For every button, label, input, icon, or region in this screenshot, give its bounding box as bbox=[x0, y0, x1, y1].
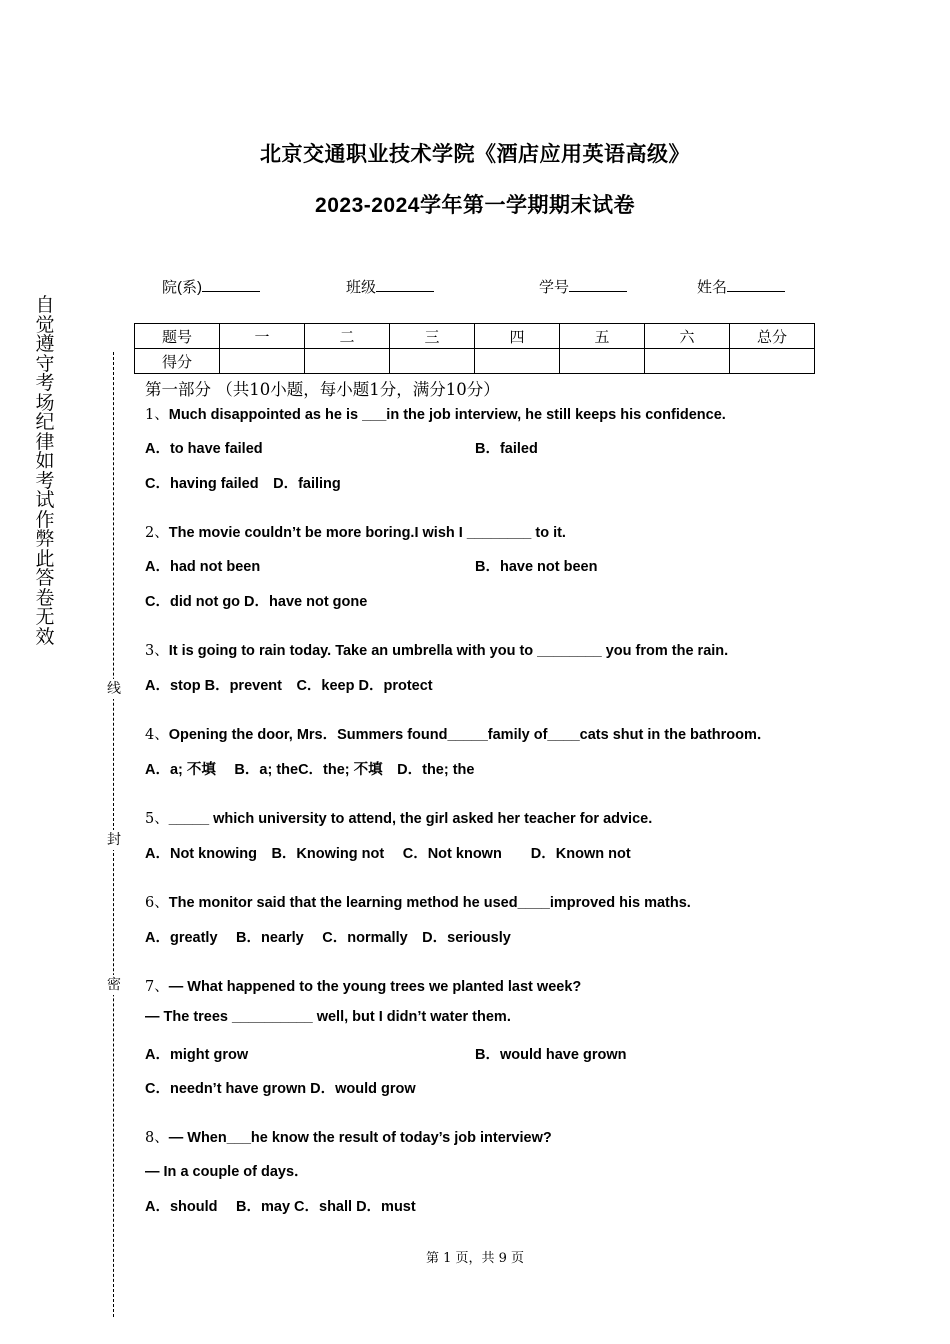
score-header-cell: 六 bbox=[645, 324, 730, 349]
exam-title-line1: 北京交通职业技术学院《酒店应用英语高级》 bbox=[260, 143, 690, 166]
info-college-label: 院(系) bbox=[162, 279, 202, 296]
name-blank[interactable] bbox=[727, 277, 785, 292]
info-student-id-label: 学号 bbox=[539, 279, 570, 296]
question-text: Opening the door, Mrs．Summers found_____family of____cats shut in the bathroom． bbox=[168, 727, 772, 743]
info-name bbox=[697, 276, 785, 297]
question-7 bbox=[145, 975, 581, 996]
exam-title-line2: 2023-2024学年第一学期期末试卷 bbox=[315, 194, 635, 217]
binding-mark-feng: 封 bbox=[104, 830, 124, 850]
score-cell[interactable] bbox=[560, 349, 645, 374]
page-footer: 第 1 页，共 9 页 bbox=[425, 1251, 525, 1266]
option-a: A．had not been bbox=[145, 559, 261, 575]
score-cell[interactable] bbox=[645, 349, 730, 374]
question-text: Much disappointed as he is ___in the job interview, he still keeps his confidence. bbox=[168, 407, 726, 423]
question-text: The monitor said that the learning method he used____improved his maths. bbox=[168, 895, 691, 911]
student-id-blank[interactable] bbox=[569, 277, 627, 292]
score-header-cell: 题号 bbox=[135, 324, 220, 349]
options-line: A．greatly B．nearly C．normally D．seriously bbox=[145, 930, 511, 946]
question-text: _____ which university to attend, the girl asked her teacher for advice. bbox=[168, 811, 653, 827]
score-header-cell: 二 bbox=[305, 324, 390, 349]
question-number: 8、 bbox=[145, 1130, 169, 1146]
score-header-cell: 一 bbox=[220, 324, 305, 349]
info-name-label: 姓名 bbox=[697, 279, 728, 296]
info-class bbox=[346, 276, 434, 297]
score-header-cell: 五 bbox=[560, 324, 645, 349]
question-number: 4、 bbox=[145, 727, 169, 743]
option-b: B．have not been bbox=[475, 559, 598, 575]
options-line: A．Not knowing B．Knowing not C．Not known D．Known not bbox=[145, 846, 631, 862]
score-cell[interactable] bbox=[730, 349, 815, 374]
section-title: 第一部分 （共10小题，每小题1分，满分10分） bbox=[145, 380, 500, 399]
question-1 bbox=[145, 403, 726, 424]
question-number: 7、 bbox=[145, 979, 169, 995]
vertical-warning-text: 自觉遵守考场纪律如考试作弊此答卷无效 bbox=[35, 294, 55, 648]
option-a: A．to have failed bbox=[145, 441, 263, 457]
question-6 bbox=[145, 891, 691, 912]
option-a: A．might grow bbox=[145, 1047, 249, 1063]
score-header-cell: 总分 bbox=[730, 324, 815, 349]
question-3 bbox=[145, 639, 728, 660]
college-blank[interactable] bbox=[202, 277, 260, 292]
question-number: 1、 bbox=[145, 407, 169, 423]
options-c-d: C．did not go D．have not gone bbox=[145, 594, 368, 610]
question-number: 2、 bbox=[145, 525, 169, 541]
question-reply: — In a couple of days． bbox=[145, 1164, 309, 1180]
class-blank[interactable] bbox=[376, 277, 434, 292]
score-table-score-row bbox=[135, 349, 815, 374]
score-table bbox=[134, 323, 815, 374]
binding-mark-mi: 密 bbox=[104, 975, 124, 995]
binding-mark-xian: 线 bbox=[104, 679, 124, 699]
question-8 bbox=[145, 1126, 552, 1147]
score-cell[interactable] bbox=[390, 349, 475, 374]
question-number: 3、 bbox=[145, 643, 169, 659]
info-student-id bbox=[539, 276, 627, 297]
info-class-label: 班级 bbox=[346, 279, 377, 296]
question-text: The movie couldn’t be more boring.I wish I ________ to it. bbox=[168, 525, 566, 541]
question-5 bbox=[145, 807, 652, 828]
score-header-cell: 四 bbox=[475, 324, 560, 349]
question-reply: — The trees __________ well, but I didn’t water them. bbox=[145, 1009, 511, 1025]
question-number: 6、 bbox=[145, 895, 169, 911]
options-c-d: C．needn’t have grown D．would grow bbox=[145, 1081, 416, 1097]
option-b: B．would have grown bbox=[475, 1047, 627, 1063]
options-c-d: C．having failed D．failing bbox=[145, 476, 341, 492]
question-text: — When___he know the result of today’s job interview? bbox=[168, 1130, 552, 1146]
question-4 bbox=[145, 723, 771, 744]
options-line: A．stop B．prevent C．keep D．protect bbox=[145, 678, 433, 694]
option-b: B．failed bbox=[475, 441, 538, 457]
question-2 bbox=[145, 521, 566, 542]
options-line: A．a; 不填 B．a; theC．the; 不填 D．the; the bbox=[145, 762, 475, 778]
score-header-cell: 三 bbox=[390, 324, 475, 349]
question-text: It is going to rain today. Take an umbrella with you to ________ you from the rain. bbox=[168, 643, 729, 659]
score-cell[interactable] bbox=[305, 349, 390, 374]
question-text: — What happened to the young trees we planted last week? bbox=[168, 979, 582, 995]
score-cell[interactable] bbox=[475, 349, 560, 374]
score-cell[interactable] bbox=[220, 349, 305, 374]
score-row-label: 得分 bbox=[135, 349, 220, 374]
info-college bbox=[162, 276, 260, 297]
score-table-header-row bbox=[135, 324, 815, 349]
question-number: 5、 bbox=[145, 811, 169, 827]
options-line: A．should B．may C．shall D．must bbox=[145, 1199, 416, 1215]
